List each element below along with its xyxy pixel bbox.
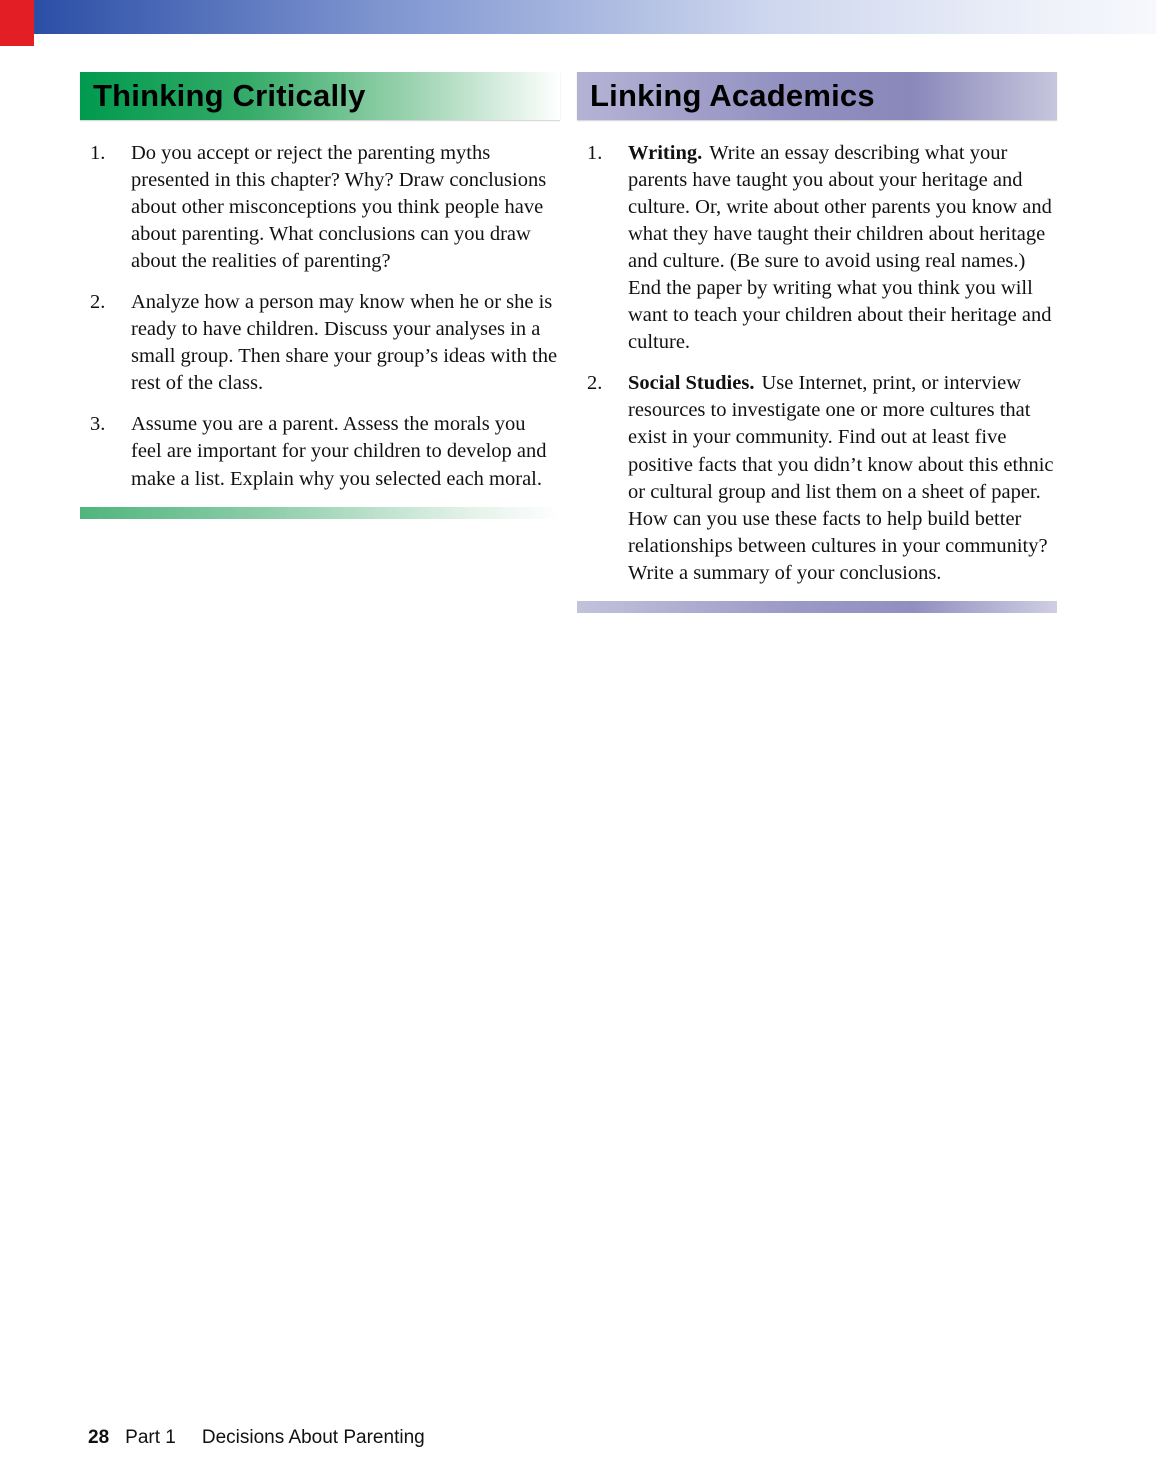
item-text: Do you accept or reject the parenting myths presented in this chapter? Why? Draw conclusions about other misconceptions you think people have about parenting. What conclusions can you draw about the realities of parenting? (131, 142, 547, 273)
item-text: Analyze how a person may know when he or she is ready to have children. Discuss your analyses in a small group. Then share your group’s ideas with the rest of the class. (131, 291, 558, 395)
item-number: 3. (90, 413, 106, 436)
item-number: 1. (90, 142, 106, 164)
thinking-critically-section (80, 72, 560, 613)
thinking-critically-body (80, 120, 560, 493)
green-closing-rule (80, 507, 560, 519)
linking-academics-section (577, 72, 1057, 613)
footer-part-title: Decisions About Parenting (201, 1427, 425, 1448)
item-lead-label: Writing. (628, 142, 703, 164)
page-footer (88, 1427, 425, 1449)
list-item (90, 411, 558, 492)
linking-academics-header: Linking Academics (577, 72, 1057, 120)
page-content (0, 0, 1156, 613)
item-body-text: Use Internet, print, or interview resources to investigate one or more cultures that exist in your community. Find out at least five positive facts that you didn’t know about this ethnic or cultural group and list them on a sheet of paper. How can you use these facts to help build better relationships between cultures in your community? Write a summary of your conclusions. (628, 372, 1054, 584)
item-text: Assume you are a parent. Assess the morals you feel are important for your children to develop and make a list. Explain why you selected each moral. (131, 413, 547, 490)
footer-part-label: Part 1 (125, 1427, 176, 1448)
page-number: 28 (88, 1427, 110, 1448)
list-item (587, 370, 1055, 586)
linking-academics-body (577, 120, 1057, 587)
item-number: 2. (90, 291, 106, 314)
list-item (90, 140, 558, 275)
item-number: 1. (587, 142, 603, 164)
item-number: 2. (587, 372, 603, 395)
item-body-text: Write an essay describing what your parents have taught you about your heritage and culture. Or, write about other parents you know and what they have taught their children about heritage and culture. (Be sure to avoid using real names.) End the paper by writing what you think you will want to teach your children about their heritage and culture. (628, 142, 1052, 354)
thinking-critically-header: Thinking Critically (80, 72, 560, 120)
item-text (628, 140, 1055, 356)
purple-closing-rule (577, 601, 1057, 613)
list-item (90, 289, 558, 397)
item-lead-label: Social Studies. (628, 372, 755, 395)
list-item (587, 140, 1055, 356)
item-text (628, 370, 1055, 586)
